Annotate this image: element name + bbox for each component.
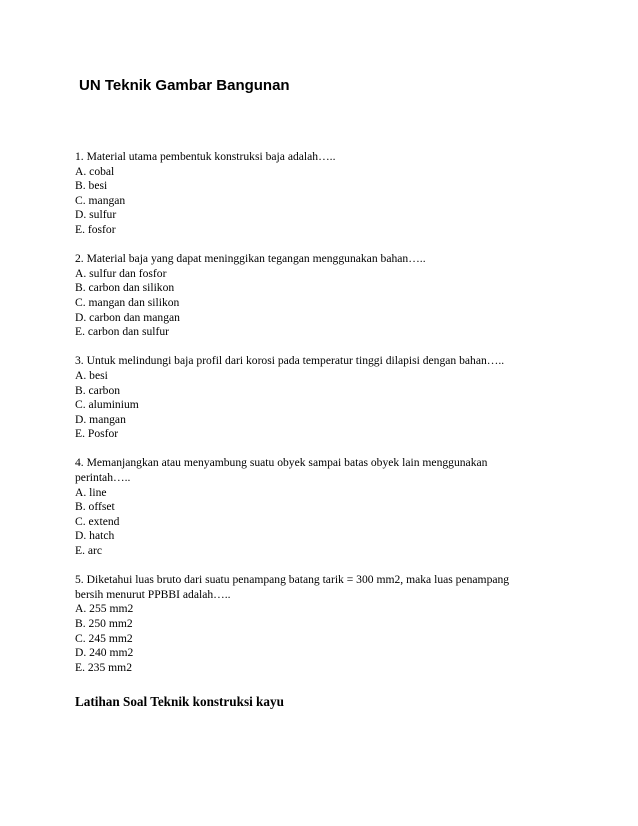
option-d: D. hatch (75, 529, 115, 543)
option-d: D. mangan (75, 412, 126, 426)
option-e: E. Posfor (75, 427, 119, 441)
question-4 (75, 456, 555, 558)
section-title: Latihan Soal Teknik konstruksi kayu (75, 694, 284, 709)
option-a: A. cobal (75, 164, 115, 178)
option-e: E. arc (75, 544, 103, 558)
question-5 (75, 573, 555, 675)
option-c: C. aluminium (75, 398, 139, 412)
option-a: A. line (75, 485, 107, 499)
question-text: 5. Diketahui luas bruto dari suatu penampang batang tarik = 300 mm2, maka luas penampang (75, 573, 510, 587)
question-3 (75, 354, 555, 442)
question-2 (75, 252, 555, 340)
option-e: E. 235 mm2 (75, 660, 133, 674)
question-text-continued: bersih menurut PPBBI adalah….. (75, 587, 231, 601)
option-c: C. 245 mm2 (75, 631, 133, 645)
question-text: 3. Untuk melindungi baja profil dari korosi pada temperatur tinggi dilapisi dengan bahan….. (75, 354, 505, 368)
option-e: E. carbon dan sulfur (75, 325, 170, 339)
option-c: C. extend (75, 514, 120, 528)
option-d: D. carbon dan mangan (75, 310, 180, 324)
option-c: C. mangan dan silikon (75, 295, 180, 309)
question-text: 1. Material utama pembentuk konstruksi baja adalah….. (75, 150, 336, 163)
question-text-continued: perintah….. (75, 471, 131, 485)
option-a: A. sulfur dan fosfor (75, 266, 167, 280)
question-1 (75, 150, 555, 238)
option-b: B. besi (75, 179, 108, 193)
question-text: 4. Memanjangkan atau menyambung suatu obyek sampai batas obyek lain menggunakan (75, 456, 488, 470)
option-b: B. carbon (75, 383, 121, 397)
option-b: B. offset (75, 500, 115, 514)
option-a: A. besi (75, 368, 108, 382)
option-c: C. mangan (75, 193, 126, 207)
option-d: D. 240 mm2 (75, 646, 134, 660)
option-a: A. 255 mm2 (75, 602, 134, 616)
option-b: B. carbon dan silikon (75, 281, 175, 295)
option-d: D. sulfur (75, 208, 117, 222)
question-list (75, 150, 555, 690)
option-e: E. fosfor (75, 222, 116, 236)
option-b: B. 250 mm2 (75, 617, 133, 630)
document-title: UN Teknik Gambar Bangunan (79, 77, 290, 94)
question-text: 2. Material baja yang dapat meninggikan tegangan menggunakan bahan….. (75, 252, 426, 266)
